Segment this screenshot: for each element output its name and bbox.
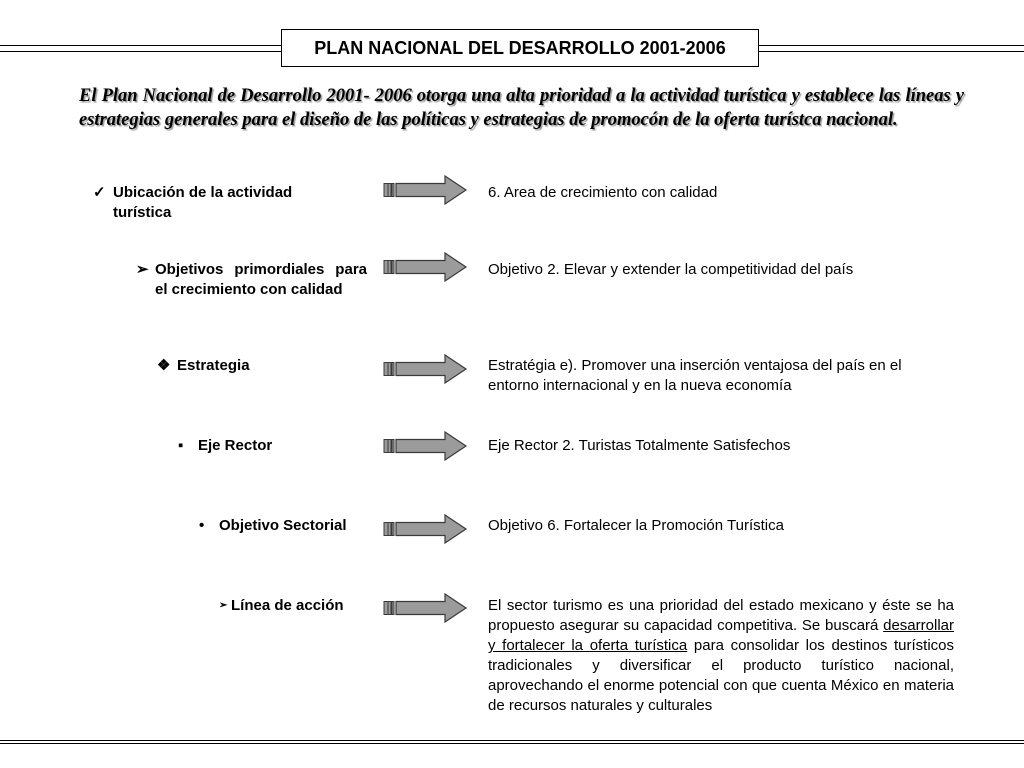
item-description: Estratégia e). Promover una inserción ventajosa del país en el entorno internacional y en la nueva economía xyxy=(488,357,902,394)
right-block-arrow-icon xyxy=(382,354,468,384)
square-bullet-icon: ▪ xyxy=(178,437,184,454)
hierarchy-item-objetivo-sectorial xyxy=(199,516,374,536)
header-rule-left-bottom xyxy=(0,51,281,52)
hierarchy-item-label: Objetivos primordiales para el crecimiento con calidad xyxy=(155,261,367,298)
hierarchy-item-label: Estrategia xyxy=(177,357,250,374)
page-title: PLAN NACIONAL DEL DESARROLLO 2001-2006 xyxy=(281,29,759,67)
hierarchy-item-eje-rector xyxy=(178,436,358,456)
arrowhead-bullet-icon: ➢ xyxy=(219,600,228,611)
description-text: para consolidar los destinos turísticos tradicionales y diversificar el producto turístico nacional, aprovechando el enorme potencial con que cuenta México en materia de recursos naturales y culturales xyxy=(488,637,954,714)
hierarchy-item-objetivos xyxy=(136,260,367,300)
right-block-arrow-icon xyxy=(382,175,468,205)
arrowhead-bullet-icon: ➢ xyxy=(136,261,149,278)
description-emphasis: desarrollar y fortalecer la oferta turística xyxy=(488,617,954,654)
intro-paragraph: El Plan Nacional de Desarrollo 2001- 2006 otorga una alta prioridad a la actividad turística y establece las líneas y estrategias generales para el diseño de las políticas y estrategias de promocón de la oferta turístca nacional. xyxy=(79,86,964,130)
item-description xyxy=(488,596,954,716)
header-rule-left-top xyxy=(0,45,281,46)
diamond-bullet-icon: ❖ xyxy=(157,357,171,374)
hierarchy-item-label: Ubicación de la actividad turística xyxy=(113,184,293,221)
header-rule-right-bottom xyxy=(759,51,1024,52)
item-description: Objetivo 6. Fortalecer la Promoción Turística xyxy=(488,517,784,534)
header-rule-right-top xyxy=(759,45,1024,46)
dot-bullet-icon: • xyxy=(199,517,205,534)
item-description: Objetivo 2. Elevar y extender la competitividad del país xyxy=(488,261,854,278)
hierarchy-item-label: Objetivo Sectorial xyxy=(219,517,347,534)
hierarchy-item-linea-accion xyxy=(219,596,369,616)
item-description: 6. Area de crecimiento con calidad xyxy=(488,184,718,201)
footer-rule-bottom xyxy=(0,743,1024,744)
right-block-arrow-icon xyxy=(382,593,468,623)
footer-rule-top xyxy=(0,740,1024,741)
item-description: Eje Rector 2. Turistas Totalmente Satisfechos xyxy=(488,437,791,454)
right-block-arrow-icon xyxy=(382,514,468,544)
checkmark-bullet-icon: ✓ xyxy=(93,184,106,201)
hierarchy-item-label: Línea de acción xyxy=(231,597,344,614)
right-block-arrow-icon xyxy=(382,252,468,282)
hierarchy-item-ubicacion xyxy=(93,183,333,223)
hierarchy-item-estrategia xyxy=(157,356,357,376)
hierarchy-item-label: Eje Rector xyxy=(198,437,273,454)
description-text: El sector turismo es una prioridad del estado mexicano y éste se ha propuesto asegurar su capacidad competitiva. Se buscará xyxy=(488,597,954,634)
right-block-arrow-icon xyxy=(382,431,468,461)
